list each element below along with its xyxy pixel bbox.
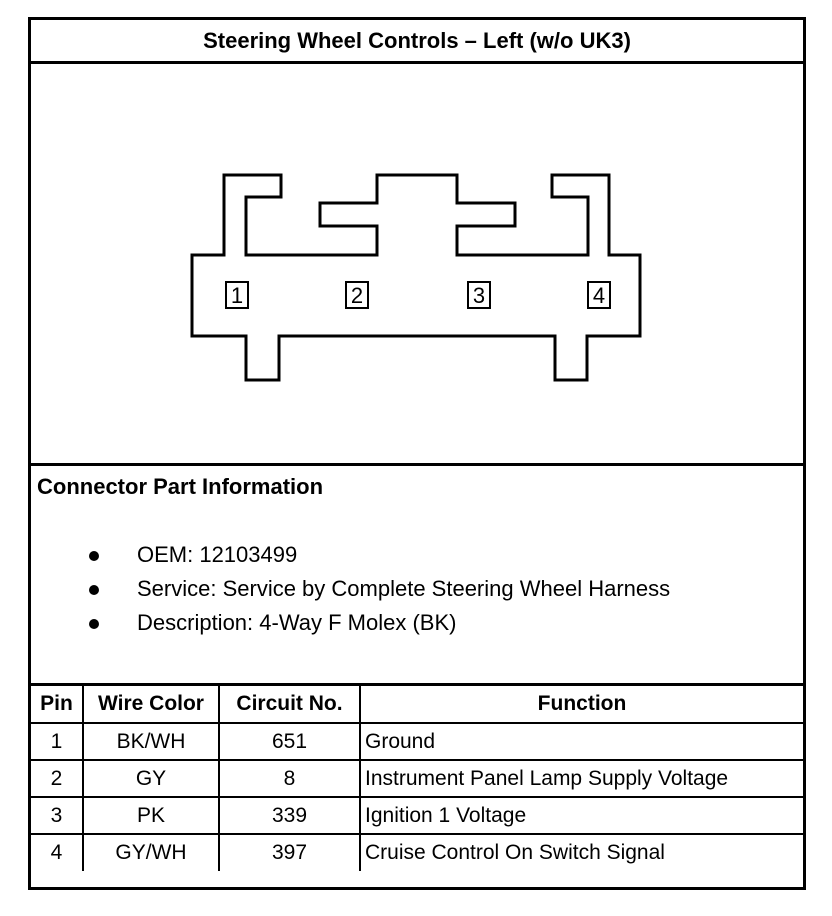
cell-wire-color: GY: [83, 760, 219, 797]
pin-label-4: 4: [592, 283, 606, 308]
cell-function: Ignition 1 Voltage: [360, 797, 803, 834]
cell-pin: 3: [31, 797, 83, 834]
part-info-service: Service: Service by Complete Steering Wheel Harness: [137, 576, 671, 601]
cell-function: Instrument Panel Lamp Supply Voltage: [360, 760, 803, 797]
header-function: Function: [360, 686, 803, 723]
header-pin: Pin: [31, 686, 83, 723]
part-info-list: [31, 542, 670, 644]
cell-pin: 2: [31, 760, 83, 797]
cell-circuit-no: 8: [219, 760, 360, 797]
bullet-icon: [89, 585, 99, 595]
page-title: Steering Wheel Controls – Left (w/o UK3): [31, 20, 803, 64]
cell-circuit-no: 651: [219, 723, 360, 760]
table-header-row: [31, 686, 803, 723]
cell-wire-color: GY/WH: [83, 834, 219, 871]
part-info-description: Description: 4-Way F Molex (BK): [137, 610, 457, 635]
header-circuit-no: Circuit No.: [219, 686, 360, 723]
connector-diagram: [31, 64, 803, 466]
connector-body-outline: [192, 175, 640, 380]
bullet-icon: [89, 619, 99, 629]
table-row: [31, 834, 803, 871]
table-row: [31, 760, 803, 797]
pin-table: [31, 686, 803, 871]
cell-function: Ground: [360, 723, 803, 760]
cell-function: Cruise Control On Switch Signal: [360, 834, 803, 871]
cell-wire-color: BK/WH: [83, 723, 219, 760]
part-info-heading: Connector Part Information: [37, 474, 324, 499]
bullet-icon: [89, 551, 99, 561]
cell-circuit-no: 397: [219, 834, 360, 871]
pin-label-1: 1: [230, 283, 244, 308]
cell-circuit-no: 339: [219, 797, 360, 834]
list-item: [31, 576, 670, 610]
table-row: [31, 723, 803, 760]
list-item: [31, 610, 670, 644]
cell-pin: 4: [31, 834, 83, 871]
pin-label-3: 3: [472, 283, 486, 308]
pin-label-2: 2: [350, 283, 364, 308]
connector-part-info: [31, 466, 803, 686]
cell-pin: 1: [31, 723, 83, 760]
connector-sheet: [28, 17, 806, 890]
part-info-oem: OEM: 12103499: [137, 542, 298, 567]
list-item: [31, 542, 670, 576]
header-wire-color: Wire Color: [83, 686, 219, 723]
table-row: [31, 797, 803, 834]
cell-wire-color: PK: [83, 797, 219, 834]
connector-face-svg: [31, 64, 803, 463]
